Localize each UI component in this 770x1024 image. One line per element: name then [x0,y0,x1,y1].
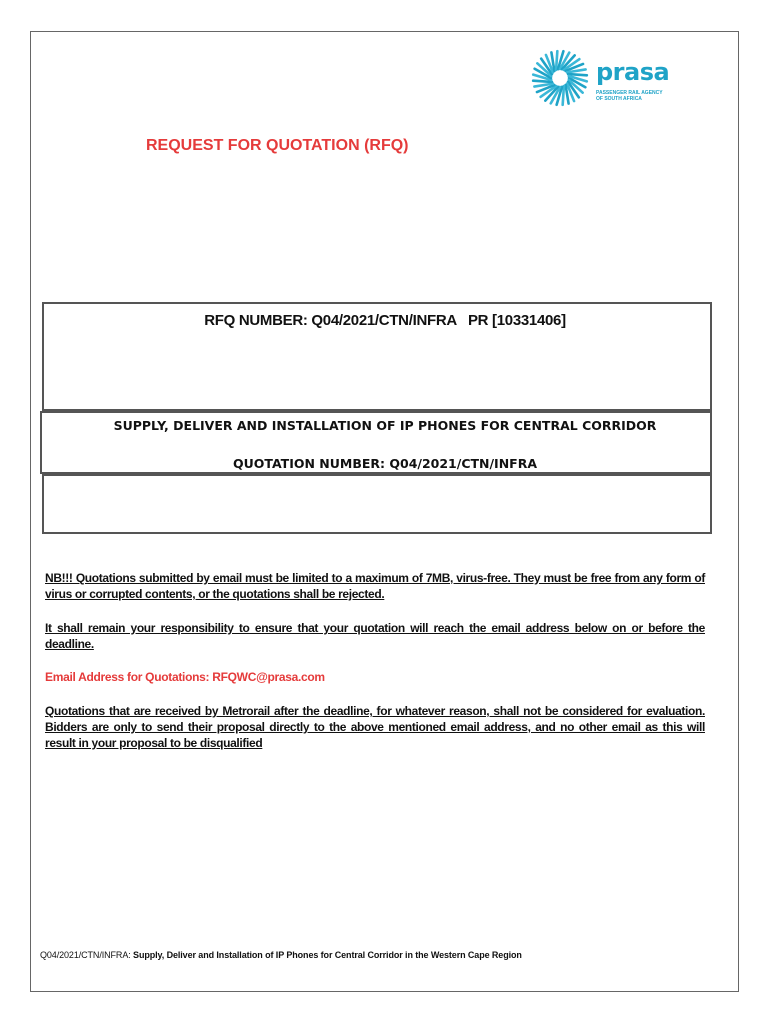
quotation-number: QUOTATION NUMBER: Q04/2021/CTN/INFRA [233,456,537,471]
blank-box [42,474,712,534]
page-footer [40,950,522,960]
project-title: SUPPLY, DELIVER AND INSTALLATION OF IP PHONES FOR CENTRAL CORRIDOR [113,418,657,433]
footer-code: Q04/2021/CTN/INFRA: [40,950,134,960]
quotation-email-address: Email Address for Quotations: RFQWC@prasa.com [45,670,325,684]
responsibility-notice: It shall remain your responsibility to ensure that your quotation will reach the email address below on or before the deadline. [45,621,705,651]
document-title: REQUEST FOR QUOTATION (RFQ) [146,137,409,154]
logo-wordmark: prasa [596,58,670,86]
deadline-notice: Quotations that are received by Metrorail after the deadline, for whatever reason, shall not be considered for evaluation. Bidders are only to send their proposal directly to the above mentioned email address, and no other email as this will result in your proposal to be disqualified [45,704,705,750]
logo-tagline: PASSENGER RAIL AGENCY OF SOUTH AFRICA [596,90,663,102]
rfq-number: RFQ NUMBER: Q04/2021/CTN/INFRA PR [10331406] [204,312,566,329]
footer-description: Supply, Deliver and Installation of IP Phones for Central Corridor in the Western Cape Region [133,950,522,960]
nb-notice: NB!!! Quotations submitted by email must be limited to a maximum of 7MB, virus-free. They must be free from any form of virus or corrupted contents, or the quotations shall be rejected. [45,571,705,601]
